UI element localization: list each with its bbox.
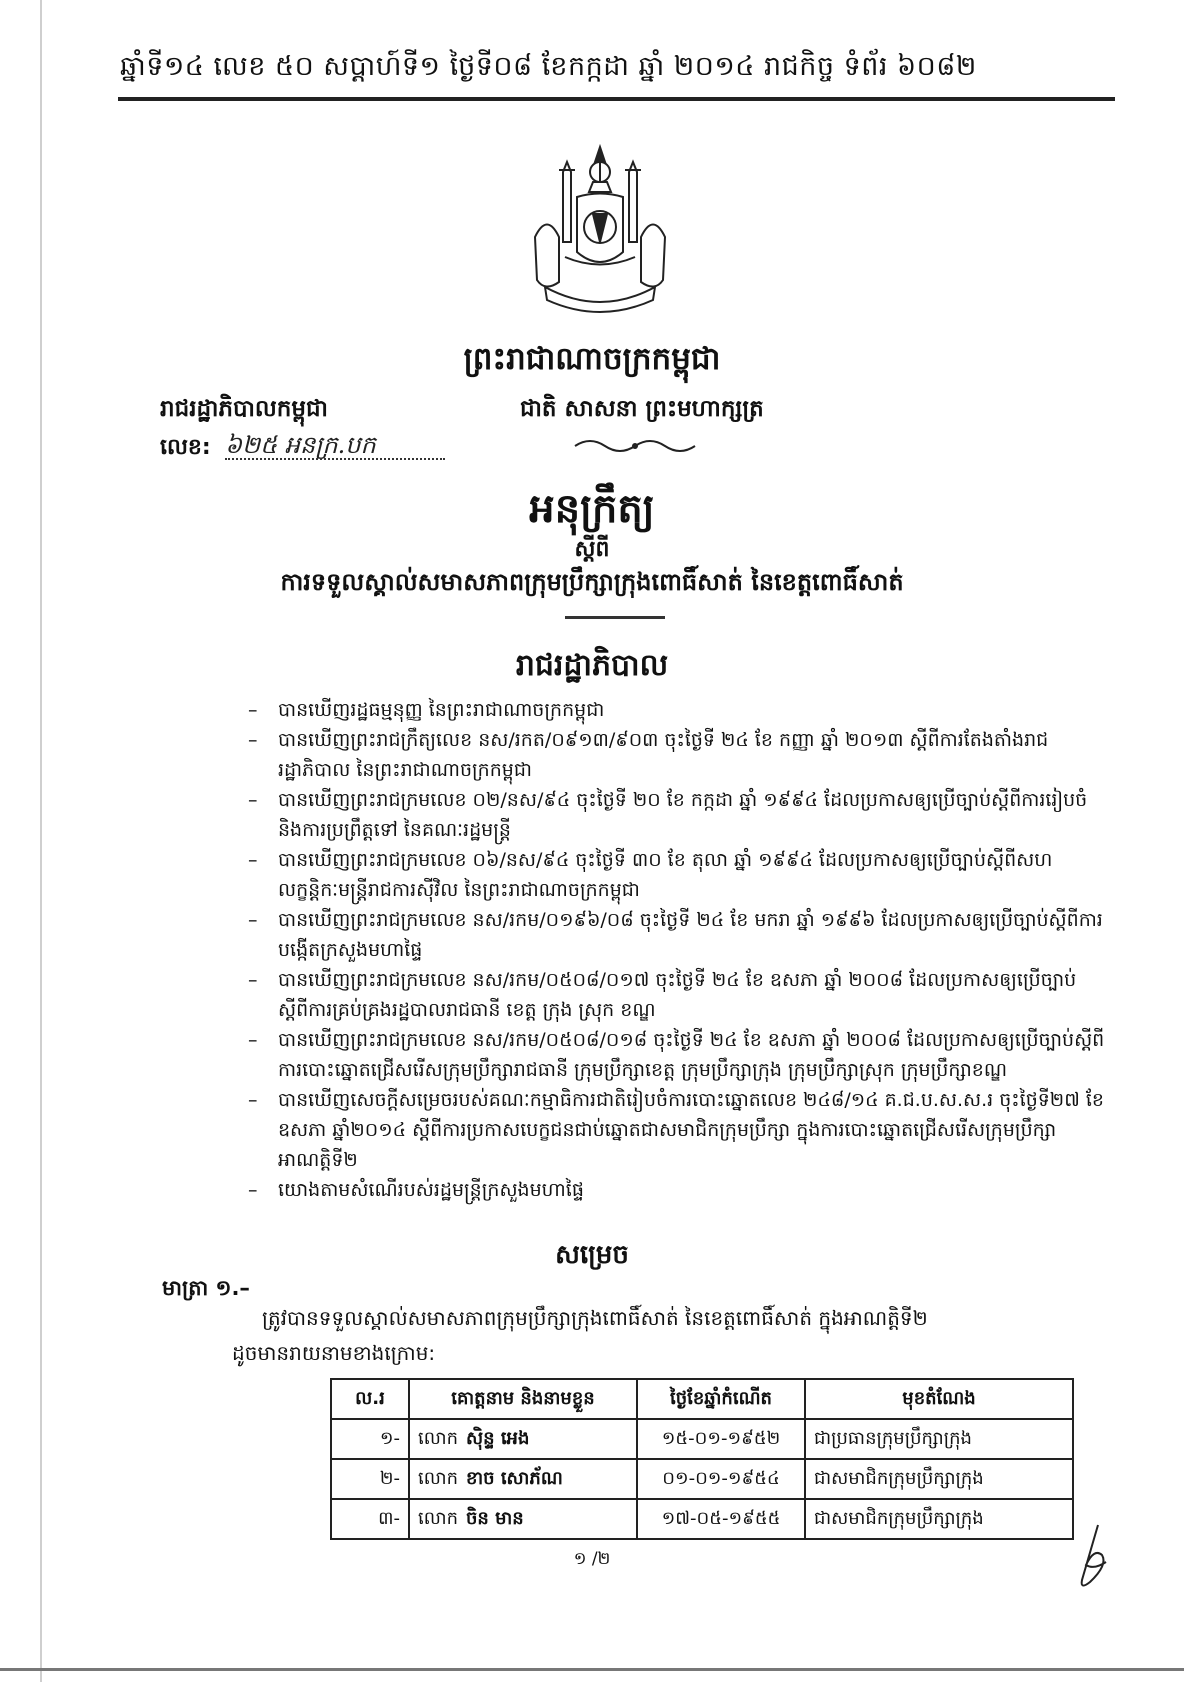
consideration-item: – បានឃើញព្រះរាជក្រមលេខ នស/រកម/០៥០៨/០១៨ ចុះថ្ងៃទី ២៤ ខែ ឧសភា ឆ្នាំ ២០០៨ ដែលប្រកាសឲ្យប្រើច្បាប់ស្ដីពីការបោះឆ្នោតជ្រើសរើសក្រុមប្រឹក្សារាជធានី ក្រុមប្រឹក្សាខេត្ត ក្រុមប្រឹក្សាក្រុង ក្រុមប្រឹក្សាស្រុក ក្រុមប្រឹក្សាខណ្ឌ <box>248 1025 1106 1085</box>
article-label: មាត្រា ១.– <box>162 1276 250 1300</box>
gazette-header: ឆ្នាំទី១៤ លេខ ៥០ សប្ដាហ៍ទី១ ថ្ងៃទី០៨ ខែកក្កដា ឆ្នាំ ២០១៤ រាជកិច្ច ទំព័រ ៦០៨២ <box>120 51 977 82</box>
member-name: ខាច សោភ័ណ <box>466 1467 563 1489</box>
consideration-item: – បានឃើញសេចក្ដីសម្រេចរបស់គណៈកម្មាធិការជាតិរៀបចំការបោះឆ្នោតលេខ ២៤៨/១៤ គ.ជ.ប.ស.ស.រ ចុះថ្ងៃទី២៧ ខែឧសភា ឆ្នាំ២០១៤ ស្ដីពីការប្រកាសបេក្ខជនជាប់ឆ្នោតជាសមាជិកក្រុមប្រឹក្សា ក្នុងការបោះឆ្នោតជ្រើសរើសក្រុមប្រឹក្សា អាណត្តិទី២ <box>248 1085 1106 1175</box>
header-rule <box>118 97 1115 101</box>
consideration-item: – បានឃើញព្រះរាជក្រមលេខ ០២/នស/៩៤ ចុះថ្ងៃទី ២០ ខែ កក្កដា ឆ្នាំ ១៩៩៤ ដែលប្រកាសឲ្យប្រើច្បាប់ស្ដីពីការរៀបចំ និងការប្រព្រឹត្តទៅ នៃគណៈរដ្ឋមន្ត្រី <box>248 785 1106 845</box>
document-number: ៦២៥ អនក្រ.បក <box>225 431 376 459</box>
member-name-cell <box>409 1419 637 1459</box>
national-motto: ជាតិ សាសនា ព្រះមហាក្សត្រ <box>520 396 764 422</box>
issuer-title: រាជរដ្ឋាភិបាល <box>515 648 669 683</box>
member-name: ស៊ិន្ទ អេង <box>466 1427 530 1449</box>
article-text: ត្រូវបានទទួលស្គាល់សមាសភាពក្រុមប្រឹក្សាក្រុងពោធិ៍សាត់ នៃខេត្តពោធិ៍សាត់ ក្នុងអាណត្តិទី២ <box>262 1306 928 1330</box>
article-text-continued: ដូចមានរាយនាមខាងក្រោម: <box>232 1341 436 1365</box>
column-header-number: ល.រ <box>331 1379 409 1419</box>
about-label: ស្ដីពី <box>574 537 610 562</box>
members-table <box>330 1378 1074 1540</box>
table-row <box>331 1499 1073 1539</box>
signature-icon <box>1068 1520 1118 1595</box>
member-dob: ០១-០១-១៩៥៤ <box>637 1459 805 1499</box>
consideration-item: – បានឃើញរដ្ឋធម្មនុញ្ញ នៃព្រះរាជាណាចក្រកម្ពុជា <box>248 695 1106 725</box>
scan-left-edge <box>40 0 42 1682</box>
honorific: លោក <box>418 1507 458 1529</box>
honorific: លោក <box>418 1427 458 1449</box>
table-row <box>331 1459 1073 1499</box>
row-number: ១- <box>331 1419 409 1459</box>
member-dob: ១៧-០៥-១៩៥៥ <box>637 1499 805 1539</box>
row-number: ២- <box>331 1459 409 1499</box>
document-subject: ការទទួលស្គាល់សមាសភាពក្រុមប្រឹក្សាក្រុងពោធិ៍សាត់ នៃខេត្តពោធិ៍សាត់ <box>280 568 904 596</box>
member-position: ជាសមាជិកក្រុមប្រឹក្សាក្រុង <box>805 1499 1073 1539</box>
consideration-item: – បានឃើញព្រះរាជក្រមលេខ ០៦/នស/៩៤ ចុះថ្ងៃទី ៣០ ខែ តុលា ឆ្នាំ ១៩៩៤ ដែលប្រកាសឲ្យប្រើច្បាប់ស្ដីពីសហលក្ខន្តិកៈមន្ត្រីរាជការស៊ីវិល នៃព្រះរាជាណាចក្រកម្ពុជា <box>248 845 1106 905</box>
row-number: ៣- <box>331 1499 409 1539</box>
scan-bottom-edge <box>0 1668 1184 1671</box>
member-name: ចិន មាន <box>466 1507 524 1529</box>
government-name: រាជរដ្ឋាភិបាលកម្ពុជា <box>160 396 328 422</box>
column-header-position: មុខតំណែង <box>805 1379 1073 1419</box>
member-position: ជាសមាជិកក្រុមប្រឹក្សាក្រុង <box>805 1459 1073 1499</box>
consideration-item: – យោងតាមសំណើរបស់រដ្ឋមន្ត្រីក្រសួងមហាផ្ទៃ <box>248 1175 1106 1205</box>
consideration-item: – បានឃើញព្រះរាជក្រឹត្យលេខ នស/រកត/០៩១៣/៩០៣ ចុះថ្ងៃទី ២៤ ខែ កញ្ញា ឆ្នាំ ២០១៣ ស្ដីពីការតែងតាំងរាជរដ្ឋាភិបាល នៃព្រះរាជាណាចក្រកម្ពុជា <box>248 725 1106 785</box>
page-number: ១ /២ <box>573 1549 611 1569</box>
document-number-label: លេខ: <box>160 435 211 460</box>
consideration-item: – បានឃើញព្រះរាជក្រមលេខ នស/រកម/០១៩៦/០៨ ចុះថ្ងៃទី ២៤ ខែ មករា ឆ្នាំ ១៩៩៦ ដែលប្រកាសឲ្យប្រើច្បាប់ស្ដីពីការបង្កើតក្រសួងមហាផ្ទៃ <box>248 905 1106 965</box>
member-position: ជាប្រធានក្រុមប្រឹក្សាក្រុង <box>805 1419 1073 1459</box>
subject-separator <box>565 616 665 619</box>
table-header-row <box>331 1379 1073 1419</box>
member-name-cell <box>409 1459 637 1499</box>
consideration-item: – បានឃើញព្រះរាជក្រមលេខ នស/រកម/០៥០៨/០១៧ ចុះថ្ងៃទី ២៤ ខែ ឧសភា ឆ្នាំ ២០០៨ ដែលប្រកាសឲ្យប្រើច្បាប់ស្ដីពីការគ្រប់គ្រងរដ្ឋបាលរាជធានី ខេត្ត ក្រុង ស្រុក ខណ្ឌ <box>248 965 1106 1025</box>
considerations-list <box>248 695 1106 1205</box>
table-row <box>331 1419 1073 1459</box>
column-header-dob: ថ្ងៃខែឆ្នាំកំណើត <box>637 1379 805 1419</box>
member-name-cell <box>409 1499 637 1539</box>
kingdom-title: ព្រះរាជាណាចក្រកម្ពុជា <box>463 341 721 377</box>
document-number-dotted-line <box>225 458 445 460</box>
column-header-name: គោត្តនាម និងនាមខ្លួន <box>409 1379 637 1419</box>
ornament-divider-icon <box>570 436 700 456</box>
member-dob: ១៥-០១-១៩៥២ <box>637 1419 805 1459</box>
decision-heading: សម្រេច <box>555 1240 629 1270</box>
royal-coat-of-arms-icon <box>525 142 675 322</box>
document-type-title: អនុក្រឹត្យ <box>529 486 655 532</box>
honorific: លោក <box>418 1467 458 1489</box>
